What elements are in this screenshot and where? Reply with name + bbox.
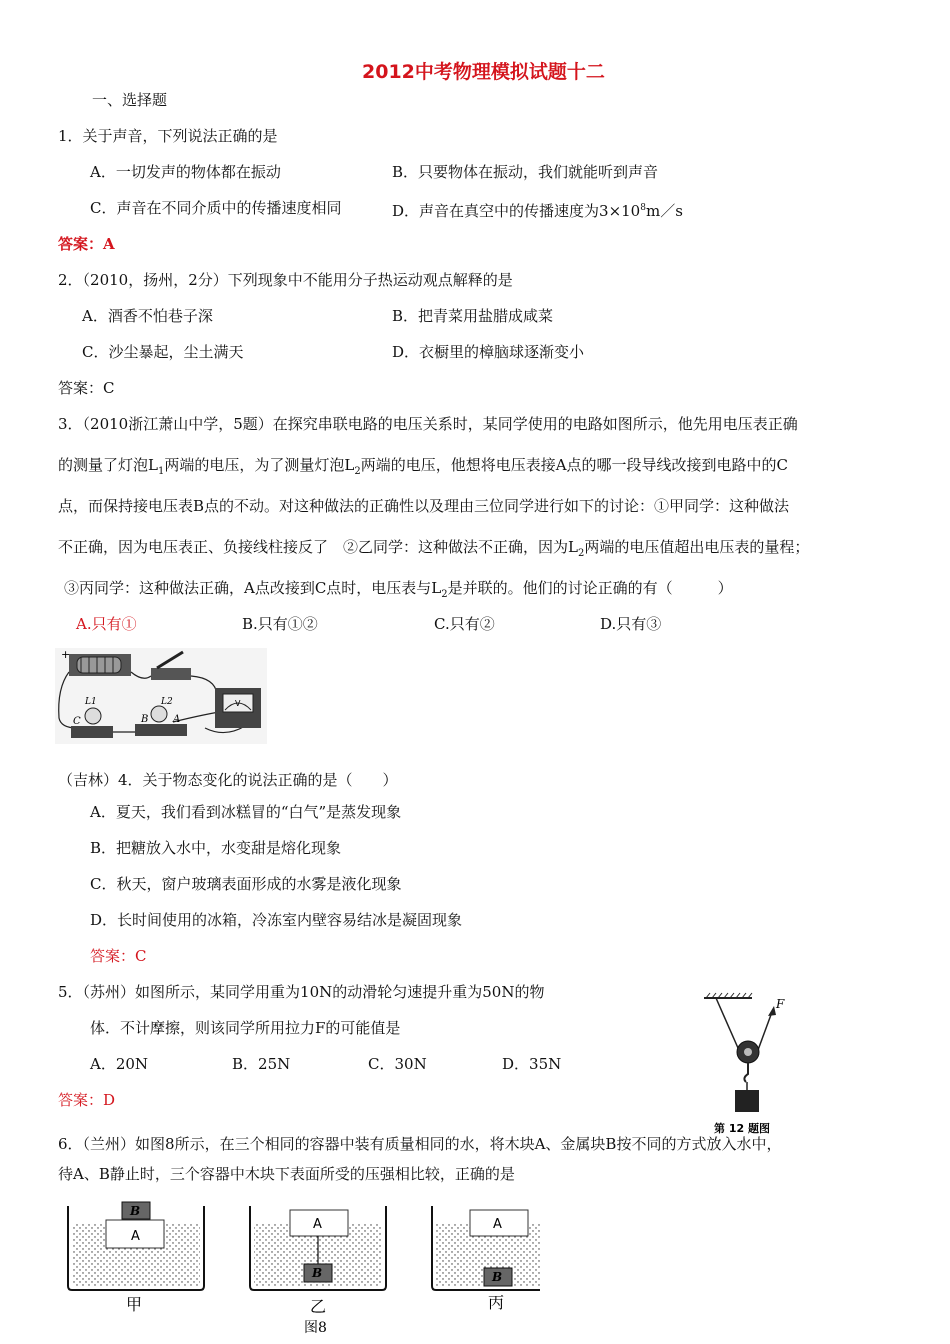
svg-text:A: A xyxy=(493,1217,502,1232)
q3-line-4: 不正确，因为电压表正、负接线柱接反了 ②乙同学：这种做法不正确，因为$L_2$两端的电压值超出电压表的量程； xyxy=(58,538,810,559)
q4-stem: （吉林）4．关于物态变化的说法正确的是（ ） xyxy=(58,771,398,789)
q3-option-a: A.只有① xyxy=(76,615,137,633)
q3-option-d: D.只有③ xyxy=(600,615,662,633)
q2-option-b: B．把青菜用盐腊成咸菜 xyxy=(392,307,554,325)
label-b: B xyxy=(141,714,149,725)
weight-block xyxy=(735,1090,759,1112)
caption-bing: 丙 xyxy=(488,1293,505,1312)
container-jia xyxy=(68,1202,204,1290)
q3-option-c: C.只有② xyxy=(434,615,495,633)
circuit-diagram xyxy=(55,648,267,744)
pulley-caption: 第 12 题图 xyxy=(714,1122,770,1135)
section-heading: 一、选择题 xyxy=(92,91,168,109)
q5-option-b: B．25N xyxy=(232,1055,291,1073)
force-label: F xyxy=(776,997,785,1011)
q4-option-c: C．秋天，窗户玻璃表面形成的水雾是液化现象 xyxy=(90,875,402,893)
q1-answer: 答案：A xyxy=(58,235,115,253)
q5-answer: 答案：D xyxy=(58,1091,116,1109)
q5-option-a: A．20N xyxy=(90,1055,149,1073)
q1-option-c: C．声音在不同介质中的传播速度相同 xyxy=(90,199,342,217)
q5-option-c: C．30N xyxy=(368,1055,427,1073)
q5-option-d: D．35N xyxy=(502,1055,562,1073)
q3-line-3: 点，而保持接电压表B点的不动。对这种做法的正确性以及理由三位同学进行如下的讨论：①甲同学：这种做法 xyxy=(58,497,790,515)
container-yi xyxy=(250,1206,386,1290)
figure-8-caption: 图8 xyxy=(304,1320,327,1336)
caption-yi: 乙 xyxy=(310,1297,327,1316)
q5-line-1: 5．（苏州）如图所示，某同学用重为10N的动滑轮匀速提升重为50N的物 xyxy=(58,983,545,1001)
label-l1: L1 xyxy=(85,697,97,707)
bulb-l1-base xyxy=(71,726,113,738)
q4-answer: 答案：C xyxy=(90,947,147,965)
voltmeter-label: V xyxy=(235,699,241,708)
label-l2: L2 xyxy=(161,697,173,707)
q3-line-2: 的测量了灯泡$L_1$两端的电压，为了测量灯泡$L_2$两端的电压，他想将电压表接A点的哪一段导线改接到电路中的C xyxy=(58,456,788,477)
q1-option-a: A．一切发声的物体都在振动 xyxy=(90,163,281,181)
plus-label: + xyxy=(61,648,71,661)
svg-text:B: B xyxy=(130,1204,141,1218)
q4-option-d: D．长时间使用的冰箱，冷冻室内壁容易结冰是凝固现象 xyxy=(90,911,463,929)
bulb-l2-base xyxy=(135,724,187,736)
q1-option-b: B．只要物体在振动，我们就能听到声音 xyxy=(392,163,659,181)
svg-text:A: A xyxy=(313,1217,322,1232)
q2-option-a: A．酒香不怕巷子深 xyxy=(82,307,213,325)
svg-text:B: B xyxy=(312,1266,323,1280)
q2-option-c: C．沙尘暴起，尘土满天 xyxy=(82,343,244,361)
battery xyxy=(77,657,121,673)
q3-line-1: 3．（2010浙江萧山中学，5题）在探究串联电路的电压关系时，某同学使用的电路如图所示，他先用电压表正确 xyxy=(58,415,798,433)
q6-line-2: 待A、B静止时，三个容器中木块下表面所受的压强相比较，正确的是 xyxy=(58,1165,515,1183)
q4-option-b: B．把糖放入水中，水变甜是熔化现象 xyxy=(90,839,342,857)
container-bing xyxy=(432,1206,540,1290)
q4-option-a: A．夏天，我们看到冰糕冒的“白气”是蒸发现象 xyxy=(90,803,402,821)
q3-line-5: ③丙同学：这种做法正确，A点改接到C点时，电压表与$L_2$是并联的。他们的讨论正确的有（ ） xyxy=(64,579,733,600)
label-a: A xyxy=(173,714,181,725)
q2-answer: 答案：C xyxy=(58,379,115,397)
q5-line-2: 体．不计摩擦，则该同学所用拉力F的可能值是 xyxy=(90,1019,401,1037)
bulb-l1 xyxy=(85,708,101,724)
svg-text:A: A xyxy=(131,1229,140,1244)
containers-diagram xyxy=(60,1196,540,1336)
q1-stem: 1．关于声音，下列说法正确的是 xyxy=(58,127,278,145)
svg-text:B: B xyxy=(492,1270,503,1284)
q2-option-d: D．衣橱里的樟脑球逐渐变小 xyxy=(392,343,585,361)
q2-stem: 2．（2010，扬州，2分）下列现象中不能用分子热运动观点解释的是 xyxy=(58,271,513,289)
q3-option-b: B.只有①② xyxy=(242,615,318,633)
page-title: 2012中考物理模拟试题十二 xyxy=(362,61,605,83)
switch xyxy=(151,668,191,680)
pulley-diagram xyxy=(700,990,800,1140)
caption-jia: 甲 xyxy=(126,1295,143,1314)
bulb-l2 xyxy=(151,706,167,722)
q1-option-d: D．声音在真空中的传播速度为$3\times 10^8m/s$ xyxy=(392,202,683,220)
hook xyxy=(744,1063,748,1082)
label-c: C xyxy=(73,716,81,727)
q6-line-1: 6．（兰州）如图8所示，在三个相同的容器中装有质量相同的水，将木块A、金属块B按不同的方式放入水中， xyxy=(58,1135,782,1153)
